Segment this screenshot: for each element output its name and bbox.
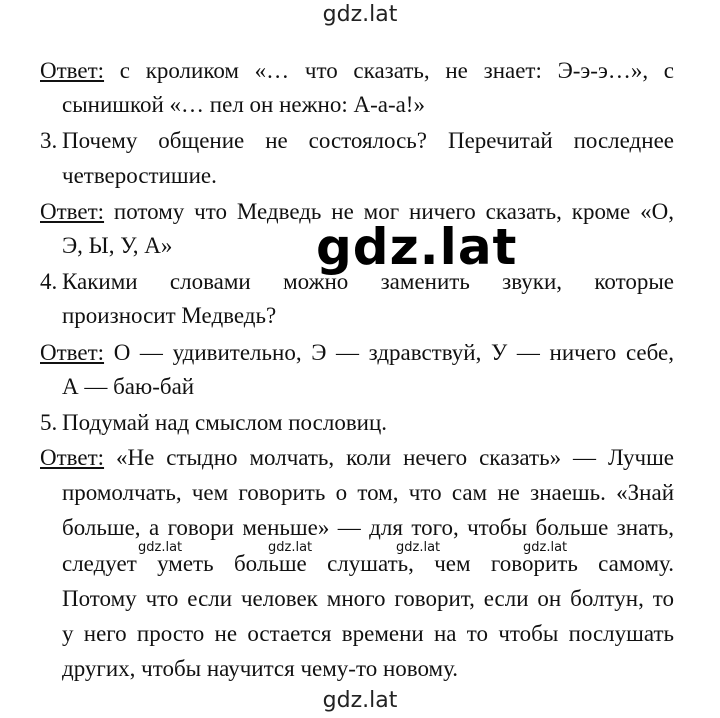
watermark-small-3: gdz.lat: [396, 540, 441, 555]
answer-5-line-1: Ответ: «Не стыдно молчать, коли нечего сказать» — Лучше: [40, 445, 675, 470]
question-4-line-2: произносит Медведь?: [62, 303, 277, 328]
question-3-line-2: четверостишие.: [62, 163, 217, 188]
watermark-bottom: gdz.lat: [322, 688, 398, 713]
answer-2-line-2: сынишкой «… пел он нежно: А-а-а!»: [62, 92, 425, 117]
answer-5-line-2: промолчать, чем говорить о том, что сам не знаешь. «Знай: [62, 480, 674, 505]
question-5-line-1: Подумай над смыслом пословиц.: [62, 410, 388, 435]
watermark-small-2: gdz.lat: [268, 540, 313, 555]
answer-5-line-3: больше, а говори меньше» — для того, чтобы больше знать,: [62, 515, 674, 540]
watermark-small-4: gdz.lat: [523, 540, 568, 555]
answer-5-line-6: у него просто не остается времени на то чтобы послушать: [62, 621, 674, 646]
watermark-small-1: gdz.lat: [138, 540, 183, 555]
question-3-line-1: Почему общение не состоялось? Перечитай последнее: [62, 128, 674, 153]
answer-label: Ответ:: [40, 199, 105, 224]
answer-5-line-7: других, чтобы научится чему-то новому.: [62, 656, 459, 681]
watermark-top: gdz.lat: [322, 2, 398, 27]
answer-label: Ответ:: [40, 340, 105, 365]
answer-2-line-1: Ответ: с кроликом «… что сказать, не знает: Э-э-э…», с: [40, 58, 674, 83]
answer-5-line-4: следует уметь больше слушать, чем говорить самому.: [62, 551, 674, 576]
watermark-center: gdz.lat: [316, 218, 518, 276]
question-3-number: 3.: [40, 128, 58, 153]
answer-5-line-5: Потому что если человек много говорит, если он болтун, то: [62, 586, 674, 611]
answer-3-line-2: Э, Ы, У, А»: [62, 233, 173, 258]
answer-label: Ответ:: [40, 445, 105, 470]
answer-4-line-2: А — баю-бай: [62, 374, 195, 399]
question-5-number: 5.: [40, 410, 58, 435]
question-4-number: 4.: [40, 269, 58, 294]
answer-3-line-1: Ответ: потому что Медведь не мог ничего сказать, кроме «О,: [40, 199, 674, 224]
question-4-line-1: Какими словами можно заменить звуки, которые: [62, 269, 674, 294]
answer-label: Ответ:: [40, 58, 105, 83]
answer-4-line-1: Ответ: О — удивительно, Э — здравствуй, У — ничего себе,: [40, 340, 674, 365]
